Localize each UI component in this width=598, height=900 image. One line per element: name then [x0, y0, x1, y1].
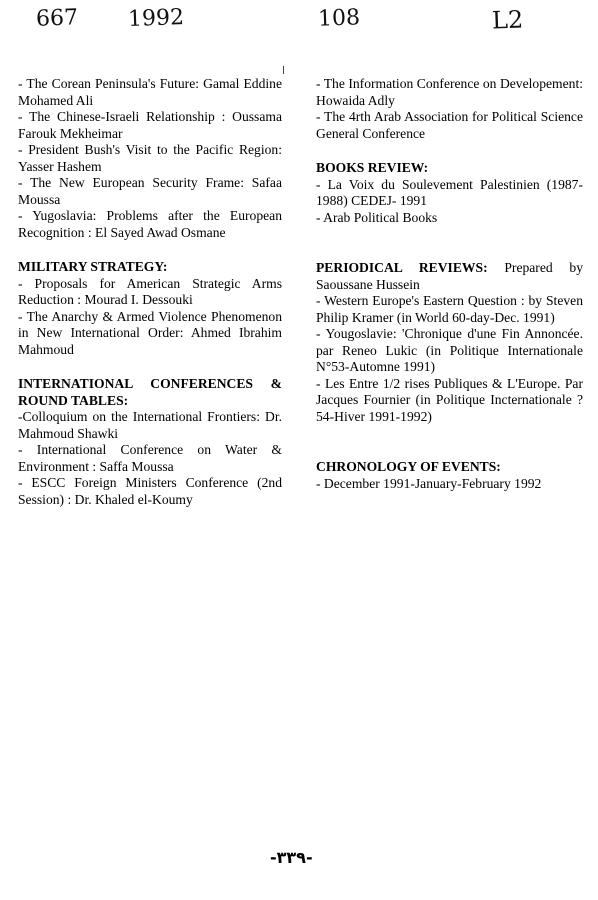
- section-heading-line2: ROUND TABLES:: [18, 392, 129, 408]
- list-item: - International Conference on Water & Environment : Saffa Moussa: [18, 442, 282, 474]
- list-item: - Arab Political Books: [316, 209, 438, 225]
- list-item: - The Anarchy & Armed Violence Phenomenon in New International Order: Ahmed Ibrahim Mahmoud: [18, 308, 282, 357]
- section-heading-row: [316, 260, 583, 293]
- list-item: - Proposals for American Strategic Arms Reduction : Mourad I. Dessouki: [18, 275, 282, 307]
- list-item: - Yugoslavia: Problems after the European Recognition : El Sayed Awad Osmane: [18, 208, 282, 240]
- section-heading-line1: INTERNATIONAL CONFERENCES &: [18, 376, 282, 391]
- list-item: - The Corean Peninsula's Future: Gamal Eddine Mohamed Ali: [18, 76, 282, 108]
- chronology-section: [316, 459, 583, 492]
- section-heading-tail: Prepared by Saoussane Hussein: [316, 260, 584, 292]
- handwritten-note-3: 108: [317, 5, 361, 32]
- list-item: - Yougoslavie: 'Chronique d'une Fin Annoncée. par Reneo Lukic (in Politique Internationale N°53-Automne 1991): [316, 326, 583, 374]
- list-item: - December 1991-January-February 1992: [316, 475, 542, 491]
- right-top-list: [316, 76, 583, 142]
- handwritten-note-4: L2: [491, 5, 524, 35]
- list-item: -Colloquium on the International Frontiers: Dr. Mahmoud Shawki: [18, 409, 282, 441]
- left-column: [18, 76, 282, 508]
- scan-speck: [283, 66, 284, 74]
- right-column: [316, 76, 583, 492]
- military-strategy-section: [18, 259, 282, 358]
- section-heading: CHRONOLOGY OF EVENTS:: [316, 459, 501, 474]
- conferences-section: [18, 376, 282, 508]
- section-heading: BOOKS REVIEW:: [316, 160, 429, 175]
- left-top-list: [18, 76, 282, 241]
- handwritten-note-2: 1992: [127, 5, 185, 32]
- list-item: - The New European Security Frame: Safaa Moussa: [18, 175, 282, 207]
- list-item: - The Information Conference on Developement: Howaida Adly: [316, 76, 583, 108]
- list-item: - La Voix du Soulevement Palestinien (1987-1988) CEDEJ- 1991: [316, 176, 583, 208]
- list-item: - President Bush's Visit to the Pacific Region: Yasser Hashem: [18, 142, 282, 174]
- section-heading: MILITARY STRATEGY:: [18, 259, 168, 274]
- list-item: - Les Entre 1/2 rises Publiques & L'Europe. Par Jacques Fournier (in Politique Incternationale ? 54-Hiver 1991-1992): [316, 375, 583, 424]
- page-number: -٣٣٩-: [270, 848, 313, 867]
- list-item: - The Chinese-Israeli Relationship : Oussama Farouk Mekheimar: [18, 109, 282, 141]
- list-item: - The 4rth Arab Association for Political Science General Conference: [316, 109, 583, 141]
- list-item: - ESCC Foreign Ministers Conference (2nd Session) : Dr. Khaled el-Koumy: [18, 475, 282, 507]
- section-heading: PERIODICAL REVIEWS:: [316, 260, 488, 275]
- periodical-reviews-section: [316, 260, 583, 425]
- books-review-section: [316, 160, 583, 226]
- list-item: - Western Europe's Eastern Question : by Steven Philip Kramer (in World 60-day-Dec. 1991): [316, 293, 583, 325]
- handwritten-note-1: 667: [35, 5, 79, 32]
